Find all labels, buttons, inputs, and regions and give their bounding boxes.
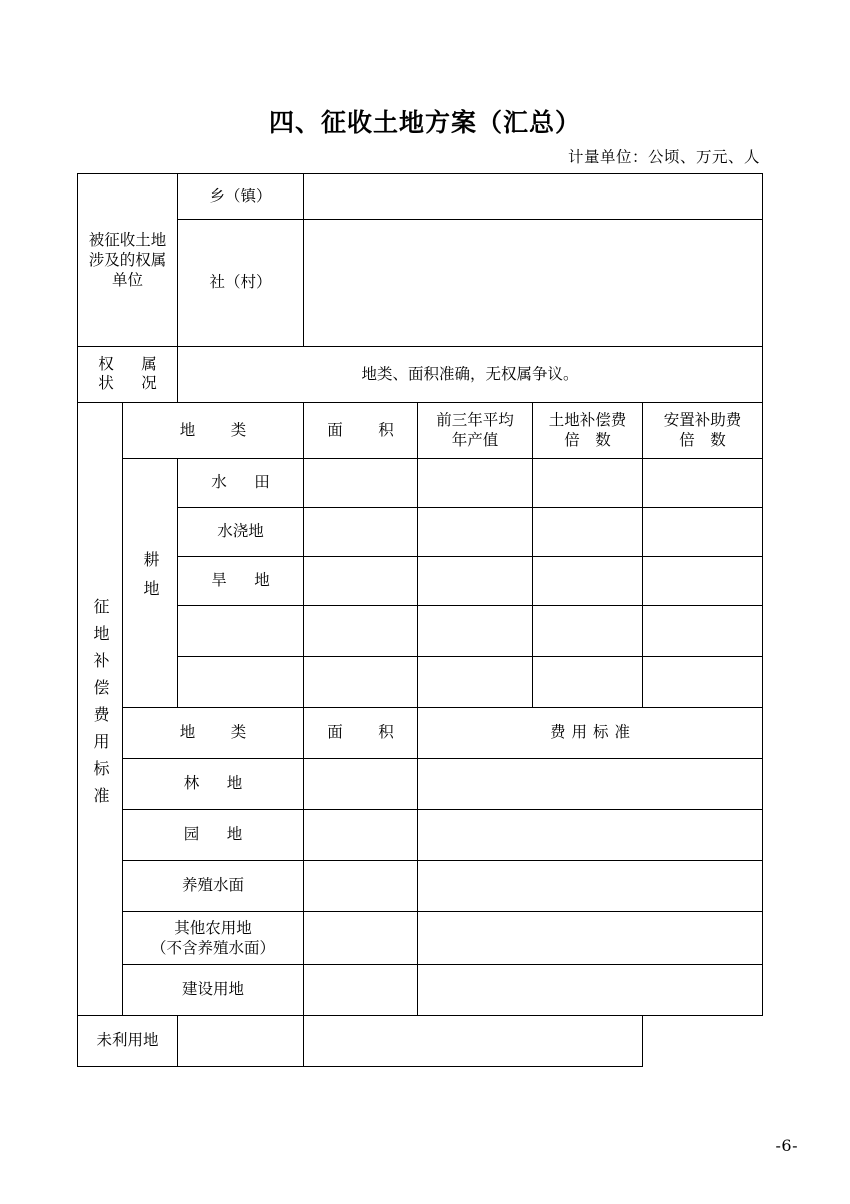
ownership-status-value: 地类、面积准确，无权属争议。 — [361, 364, 579, 383]
village-value — [304, 279, 762, 287]
land-area-cell[interactable] — [304, 911, 418, 964]
header-area-primary-text: 面 积 — [327, 420, 404, 439]
township-label — [178, 174, 304, 220]
fee-standard-value — [418, 882, 762, 890]
land-type-name — [178, 458, 304, 507]
table-row-paddy-field — [78, 458, 763, 507]
resettle-multiple-cell[interactable] — [643, 507, 763, 556]
header-avg-annual-output-line2: 年产值 — [451, 431, 499, 450]
avg-output-value — [418, 479, 532, 487]
ownership-units-label-text: 被征收土地涉及的权属单位 — [88, 230, 167, 290]
township-label-text: 乡（镇） — [209, 187, 272, 205]
ownership-units-label — [78, 174, 178, 347]
land-type-name — [178, 507, 304, 556]
resettle-multiple-value — [643, 627, 762, 635]
land-type-name-text: 水 田 — [211, 473, 276, 492]
resettle-multiple-cell[interactable] — [643, 556, 763, 605]
header-avg-annual-output-text — [418, 406, 532, 456]
header-land-compensation-multiple — [533, 402, 643, 458]
fee-standard-cell[interactable] — [418, 758, 763, 809]
table-row-garden-land — [78, 809, 763, 860]
avg-output-cell[interactable] — [418, 656, 533, 707]
land-type-name-line2: （不含养殖水面） — [151, 938, 276, 957]
fee-standard-value — [418, 934, 762, 942]
table-row-ownership-status — [78, 346, 763, 402]
header-land-compensation-line2: 倍 数 — [564, 431, 611, 450]
land-comp-multiple-value — [533, 577, 642, 585]
table-row-cultivated-blank — [78, 656, 763, 707]
header-resettlement-subsidy-multiple — [643, 402, 763, 458]
land-area-cell[interactable] — [304, 605, 418, 656]
cultivated-label-char1: 耕 — [141, 550, 160, 580]
village-label-text: 社（村） — [209, 273, 272, 292]
header-resettlement-subsidy-multiple-text — [643, 406, 762, 456]
land-comp-multiple-value — [533, 528, 642, 536]
village-value-cell[interactable] — [304, 219, 763, 346]
avg-output-cell[interactable] — [418, 605, 533, 656]
land-type-name-text — [123, 914, 303, 962]
ownership-status-value-cell[interactable] — [178, 346, 763, 402]
land-area-value — [178, 1037, 303, 1045]
land-area-cell[interactable] — [304, 458, 418, 507]
page-number: -6- — [775, 1136, 798, 1155]
land-area-value — [304, 934, 417, 942]
table-row-forest-land — [78, 758, 763, 809]
header-fee-standard — [418, 707, 763, 758]
table-row-township — [78, 174, 763, 220]
table-row-other-agricultural-land — [78, 911, 763, 964]
ownership-status-label-line1: 权 属 — [98, 355, 163, 374]
header-area-primary — [304, 402, 418, 458]
land-area-value — [304, 627, 417, 635]
resettle-multiple-cell[interactable] — [643, 656, 763, 707]
fee-standard-value — [418, 831, 762, 839]
header-resettlement-line1: 安置补助费 — [663, 410, 742, 429]
table-row-unused-land — [78, 1015, 763, 1066]
land-type-name-text: 园 地 — [183, 825, 249, 844]
land-type-name — [123, 911, 304, 964]
land-type-name — [178, 556, 304, 605]
land-area-value — [304, 780, 417, 788]
land-type-name-text: 林 地 — [183, 774, 249, 793]
land-area-cell[interactable] — [304, 964, 418, 1015]
land-type-name-text — [178, 627, 303, 635]
land-type-name-text: 养殖水面 — [182, 876, 245, 895]
land-area-cell[interactable] — [304, 860, 418, 911]
land-area-value — [304, 678, 417, 686]
fee-standard-cell[interactable] — [304, 1015, 643, 1066]
avg-output-cell[interactable] — [418, 458, 533, 507]
table-header-row-primary — [78, 402, 763, 458]
land-area-value — [304, 528, 417, 536]
fee-standard-cell[interactable] — [418, 911, 763, 964]
header-land-type-secondary-text: 地 类 — [179, 723, 257, 742]
land-type-name — [123, 809, 304, 860]
land-comp-multiple-cell[interactable] — [533, 507, 643, 556]
ownership-status-label — [78, 346, 178, 402]
fee-standard-cell[interactable] — [418, 964, 763, 1015]
fee-standard-cell[interactable] — [418, 809, 763, 860]
village-label — [178, 219, 304, 346]
fee-standard-value — [304, 1037, 642, 1045]
cultivated-land-group-label — [123, 458, 178, 707]
page-title: 四、征收土地方案（汇总） — [268, 108, 581, 137]
header-avg-annual-output-line1: 前三年平均 — [436, 410, 514, 429]
header-land-compensation-multiple-text — [533, 406, 642, 456]
land-type-name — [123, 860, 304, 911]
land-comp-multiple-cell[interactable] — [533, 458, 643, 507]
header-land-type-secondary — [123, 707, 304, 758]
table-row-aquaculture-water-surface — [78, 860, 763, 911]
header-resettlement-line2: 倍 数 — [679, 431, 726, 450]
land-type-name-line1: 其他农用地 — [174, 918, 252, 937]
avg-output-cell[interactable] — [418, 507, 533, 556]
table-row-irrigated-land — [78, 507, 763, 556]
avg-output-cell[interactable] — [418, 556, 533, 605]
fee-standard-value — [418, 780, 762, 788]
avg-output-value — [418, 528, 532, 536]
fee-standard-value — [418, 986, 762, 994]
land-acquisition-form-table — [77, 173, 763, 1067]
resettle-multiple-cell[interactable] — [643, 458, 763, 507]
township-value — [304, 184, 762, 208]
cultivated-label-char2: 地 — [141, 579, 160, 609]
land-comp-multiple-cell[interactable] — [533, 556, 643, 605]
land-area-value — [304, 882, 417, 890]
land-type-name — [123, 758, 304, 809]
table-row-village — [78, 219, 763, 346]
land-comp-multiple-cell[interactable] — [533, 656, 643, 707]
land-area-cell[interactable] — [304, 758, 418, 809]
resettle-multiple-value — [643, 678, 762, 686]
land-area-cell[interactable] — [304, 507, 418, 556]
header-land-compensation-line1: 土地补偿费 — [548, 410, 627, 429]
resettle-multiple-cell[interactable] — [643, 605, 763, 656]
land-type-name[interactable] — [178, 656, 304, 707]
header-fee-standard-text: 费用标准 — [550, 723, 637, 742]
resettle-multiple-value — [643, 528, 762, 536]
avg-output-value — [418, 627, 532, 635]
compensation-standard-vertical-label — [78, 402, 123, 1015]
cultivated-land-group-label-text — [142, 551, 158, 609]
land-area-cell[interactable] — [304, 556, 418, 605]
land-area-cell[interactable] — [304, 809, 418, 860]
compensation-standard-vertical-label-text: 征地补偿费用标准 — [91, 597, 110, 814]
land-type-name — [78, 1015, 178, 1066]
header-land-type-primary — [123, 402, 304, 458]
avg-output-value — [418, 678, 532, 686]
land-type-name-text: 未利用地 — [96, 1031, 159, 1050]
land-type-name-text: 水浇地 — [217, 522, 264, 541]
land-type-name — [123, 964, 304, 1015]
resettle-multiple-value — [643, 577, 762, 585]
land-type-name[interactable] — [178, 605, 304, 656]
land-area-value — [304, 986, 417, 994]
fee-standard-cell[interactable] — [418, 860, 763, 911]
resettle-multiple-value — [643, 479, 762, 487]
land-comp-multiple-value — [533, 479, 642, 487]
measurement-unit-note: 计量单位：公顷、万元、人 — [567, 148, 760, 166]
land-area-cell[interactable] — [304, 656, 418, 707]
table-row-construction-land — [78, 964, 763, 1015]
land-area-cell[interactable] — [178, 1015, 304, 1066]
land-area-value — [304, 831, 417, 839]
ownership-status-label-line2: 状 况 — [98, 374, 163, 393]
land-area-value — [304, 577, 417, 585]
header-area-secondary — [304, 707, 418, 758]
ownership-status-label-text — [78, 351, 177, 398]
table-row-dry-land — [78, 556, 763, 605]
header-avg-annual-output — [418, 402, 533, 458]
land-type-name-text — [178, 678, 303, 686]
land-area-value — [304, 479, 417, 487]
land-comp-multiple-cell[interactable] — [533, 605, 643, 656]
header-area-secondary-text: 面 积 — [327, 723, 404, 742]
table-header-row-secondary — [78, 707, 763, 758]
land-comp-multiple-value — [533, 678, 642, 686]
land-type-name-text: 建设用地 — [182, 980, 245, 999]
land-comp-multiple-value — [533, 627, 642, 635]
township-value-cell[interactable] — [304, 174, 763, 220]
land-type-name-text: 旱 地 — [211, 571, 276, 590]
table-row-cultivated-blank — [78, 605, 763, 656]
avg-output-value — [418, 577, 532, 585]
header-land-type-primary-text: 地 类 — [179, 420, 257, 439]
